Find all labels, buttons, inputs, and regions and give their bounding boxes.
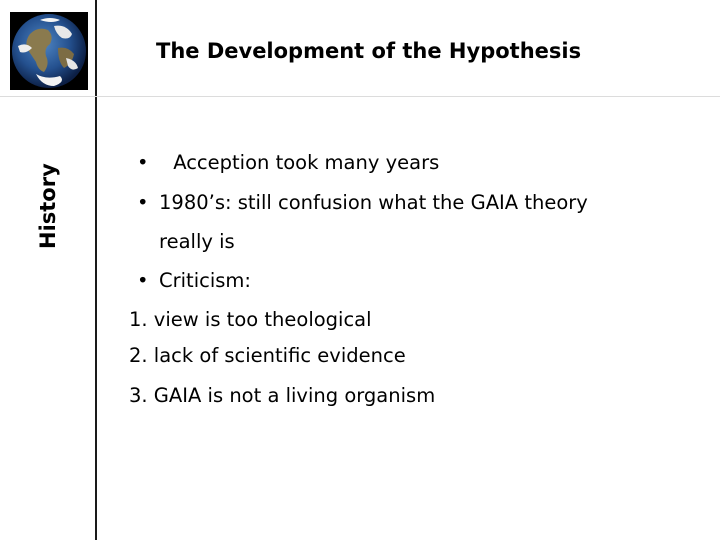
numbered-item <box>129 381 435 411</box>
bullet-text: 1980’s: still confusion what the GAIA theory <box>159 191 588 214</box>
bullet-item <box>137 266 251 296</box>
numbered-item <box>129 305 372 335</box>
numbered-text: 2. lack of scientific evidence <box>129 344 406 367</box>
numbered-text: 1. view is too theological <box>129 308 372 331</box>
vertical-divider <box>95 0 97 540</box>
section-label: History <box>36 163 60 249</box>
earth-globe-icon <box>10 12 88 90</box>
bullet-item <box>137 148 439 178</box>
bullet-text: Acception took many years <box>167 151 440 174</box>
horizontal-divider <box>0 96 720 97</box>
numbered-item <box>129 341 406 371</box>
bullet-item <box>137 188 588 218</box>
bullet-marker: • <box>137 269 149 292</box>
bullet-text: really is <box>159 230 235 253</box>
bullet-text: Criticism: <box>159 269 251 292</box>
bullet-continuation <box>159 227 235 257</box>
numbered-text: 3. GAIA is not a living organism <box>129 384 436 407</box>
bullet-marker: • <box>137 151 149 174</box>
bullet-marker: • <box>137 191 149 214</box>
slide-title: The Development of the Hypothesis <box>156 39 582 63</box>
